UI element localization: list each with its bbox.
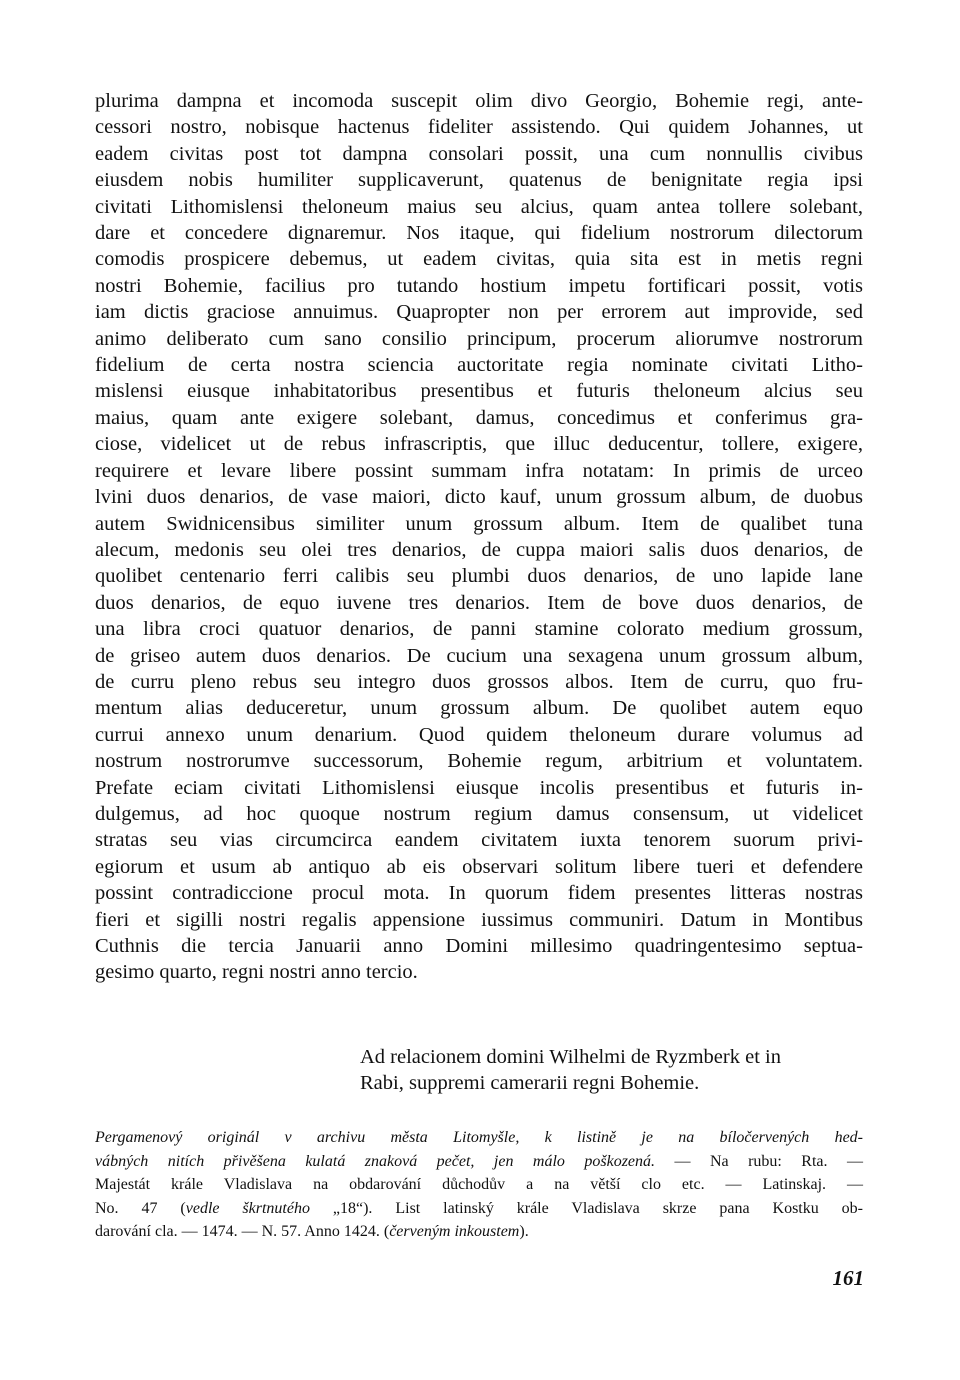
text-line: cessori nostro, nobisque hactenus fideliter assistendo. Qui quidem Johannes, ut [95,116,863,139]
note-line: vábných nitích přivěšena kulatá znaková pečet, jen málo poškozená. — Na rubu: Rta. — [95,1152,863,1170]
text-line: plurima dampna et incomoda suscepit olim divo Georgio, Bohemie regi, ante- [95,90,863,112]
text-line: de curru pleno rebus seu integro duos grossos albos. Item de curru, quo fru- [95,670,863,693]
attestation-line: Rabi, suppremi camerarii regni Bohemie. [360,1072,700,1094]
text-line: iam dictis graciose annuimus. Quapropter non per errorem aut improvide, sed [95,301,863,324]
page-number: 161 [832,1266,864,1290]
text-line: mentum alias deduceretur, unum grossum album. De quolibet autem equo [95,697,863,720]
text-line: Prefate eciam civitati Lithomislensi eiusque incolis presentibus et futuris in- [95,776,863,799]
text-line: eadem civitas post tot dampna consolari possit, una cum nonnullis civibus [95,142,863,165]
note-line: No. 47 (vedle škrtnutého „18“). List latinský krále Vladislava skrze pana Kostku ob- [95,1199,863,1217]
archival-note [95,1126,863,1244]
text-line: animo deliberato cum sano consilio principum, procerum aliorumve nostrorum [95,327,863,350]
note-line: Pergamenový originál v archivu města Litomyšle, k listině je na bíločervených hed- [95,1129,863,1146]
text-line: fidelium de certa nostra sciencia auctoritate regia nominate civitati Litho- [95,354,863,377]
text-line: ciose, videlicet ut de rebus infrascriptis, que illuc deducentur, tollere, exigere, [95,433,863,456]
text-line: civitati Lithomislensi theloneum maius seu alcius, quam antea tollere solebant, [95,195,863,218]
text-line: eiusdem nobis humiliter supplicaverunt, quatenus de benignitate regia ipsi [95,169,863,192]
charter-text [95,88,863,986]
note-line: Majestát krále Vladislava na obdarování důchodův a na větší clo etc. — Latinskaj. — [95,1176,863,1193]
text-line: quolibet centenario ferri calibis seu plumbi duos denarios, de uno lapide lane [95,565,863,588]
text-line: currui annexo unum denarium. Quod quidem theloneum durare volumus ad [95,723,863,746]
note-line: darování cla. — 1474. — N. 57. Anno 1424. (červeným inkoustem). [95,1223,529,1240]
text-line: gesimo quarto, regni nostri anno tercio. [95,961,418,984]
text-line: egiorum et usum ab antiquo ab eis observari solitum libere tueri et defendere [95,855,863,878]
text-line: dare et concedere dignaremur. Nos itaque, qui fidelium nostrorum dilectorum [95,222,863,245]
text-line: autem Swidnicensibus similiter unum grossum album. Item de qualibet tuna [95,512,863,535]
attestation-clause [360,1044,870,1096]
text-line: comodis prospicere debemus, ut eadem civitas, quia sita est in metis regni [95,248,863,271]
text-line: duos denarios, de equo iuvene tres denarios. Item de bove duos denarios, de [95,591,863,614]
text-line: requirere et levare libere possint summam infra notatam: In primis de urceo [95,459,863,482]
text-line: fieri et sigilli nostri regalis appensione iussimus communiri. Datum in Montibus [95,908,863,931]
text-line: una libra croci quatuor denarios, de panni stamine colorato medium grossum, [95,618,863,641]
text-line: stratas seu vias circumcirca eandem civitatem iuxta tenorem suorum privi- [95,829,863,852]
text-line: alecum, medonis seu olei tres denarios, de cuppa maiori salis duos denarios, de [95,538,863,561]
text-line: dulgemus, ad hoc quoque nostrum regium damus consensum, ut videlicet [95,802,863,825]
text-line: de griseo autem duos denarios. De cucium una sexagena unum grossum album, [95,644,863,667]
text-line: mislensi eiusque inhabitatoribus presentibus et futuris theloneum alcius seu [95,380,863,403]
text-line: possint contradiccione procul mota. In quorum fidem presentes litteras nostras [95,882,863,905]
attestation-line: Ad relacionem domini Wilhelmi de Ryzmberk et in [360,1046,781,1068]
text-line: lvini duos denarios, de vase maiori, dicto kauf, unum grossum album, de duobus [95,486,863,509]
text-line: nostri Bohemie, facilius pro tutando hostium impetu fortificari possit, votis [95,274,863,297]
text-line: Cuthnis die tercia Januarii anno Domini millesimo quadringentesimo septua- [95,935,863,957]
text-line: nostrum nostrorumve successorum, Bohemie regum, arbitrium et voluntatem. [95,750,863,773]
text-line: maius, quam ante exigere solebant, damus, concedimus et conferimus gra- [95,406,863,429]
